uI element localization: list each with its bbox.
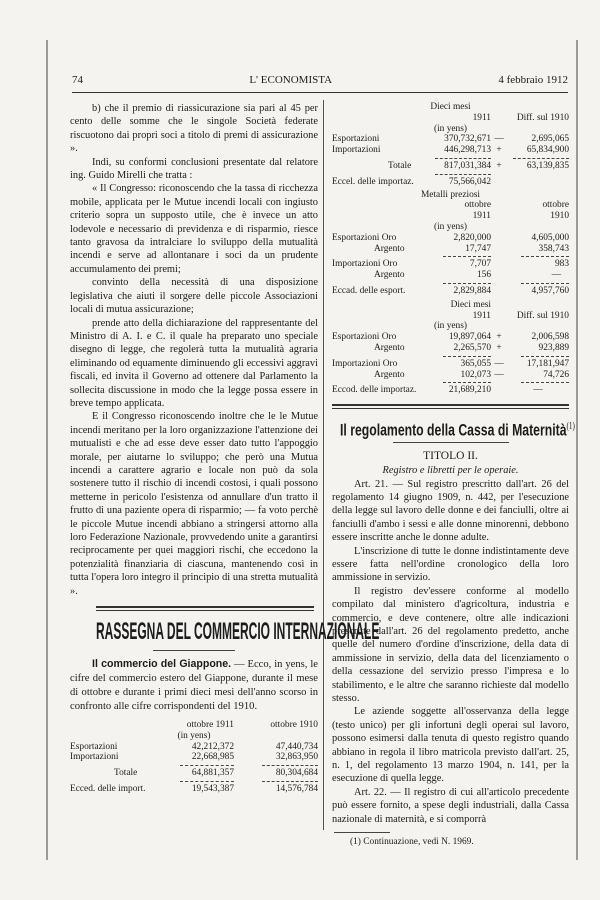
table-row: Eccel. delle importaz. 75,566,042 (332, 176, 491, 187)
column-divider (323, 100, 324, 830)
footnote: (1) Continuazione, vedi N. 1969. (350, 837, 474, 848)
table-title: Metalli preziosi (420, 189, 481, 200)
paragraph: L'inscrizione di tutte le donne indistintamente deve essere fatta nell'ordine cronologico della loro ammissione in servizio. (332, 545, 569, 584)
col-header: 1911 (472, 310, 491, 321)
paragraph: Art. 21. — Sul registro prescritto dall'art. 26 del regolamento 14 giugno 1909, n. 442, per l'esecuzione della legge sul lavoro delle donne e dei fanciulli, oltre ai fanciulli d'ambo i sessi e alle donne minorenni, debbono essere inscritte anche le donne adulte. (332, 478, 569, 544)
paragraph: « Il Congresso: riconoscendo che la tassa di ricchezza mobile, applicata per le Mutue incendi locali con ingiusto criterio sopra un supposto utile, che è invece un atto lodevole e necessario di previdenza e di risparmio, riesce tanto gravosa da intralciare lo sviluppo della mutualità incendi e serve ad allontanare i soci da un prudente accumulamento dei premi; (70, 183, 318, 275)
ten-months-table (332, 102, 569, 188)
paragraph: b) che il premio di riassicurazione sia pari al 45 per cento delle somme che le singole Società federate riscuotono dai propri soci a titolo di premi di assicurazione ». (70, 103, 318, 155)
right-column-text (332, 449, 569, 826)
table-row: Importazioni 446,298,713 + 65,834,900 (332, 145, 569, 156)
section-note: (1) (566, 421, 575, 433)
precious-metals-table (332, 190, 569, 297)
table-row: Totale 817,031,384 + 63,139,835 (388, 160, 569, 171)
col-header: 1911 (472, 112, 491, 123)
table-row: Totale 64,881,357 80,304,684 (114, 768, 318, 779)
section-title-text: RASSEGNA DEL COMMERCIO INTERNAZIONALE (96, 618, 380, 646)
paragraph: Indi, su conformi conclusioni presentate dal relatore ing. Guido Mirelli che tratta : (70, 156, 318, 182)
section-title-maternita (332, 415, 575, 440)
table-title: Dieci mesi (430, 102, 471, 112)
section-title-text: Il regolamento della Cassa di Maternità (340, 420, 567, 440)
japan-october-table (70, 720, 318, 795)
table-row: Importazioni Oro 7,707 983 (332, 259, 569, 270)
article-text: — Ecco, in yens, le cifre del commercio estero del Giappone, durante il mese di ottobre e durante i primi dieci mesi dell'anno scorso in confronto alle cifre corrispondenti del 1910. (70, 659, 318, 713)
issue-date: 4 febbraio 1912 (498, 74, 568, 86)
col-header: ottobre (542, 200, 569, 211)
page-header (72, 74, 568, 93)
table-row: Argento 102,073 — 74,726 (374, 369, 569, 380)
col-header: Diff. sul 1910 (516, 310, 569, 321)
paragraph: Art. 22. — Il registro di cui all'articolo precedente può essere fornito, a spese degli industriali, dalla Cassa nazionale di maternità, e si comporrà (332, 786, 569, 825)
title-underline (153, 650, 235, 651)
unit-label: (in yens) (433, 123, 468, 134)
col-header: ottobre (464, 200, 491, 211)
paragraph: E il Congresso riconoscendo inoltre che le le Mutue incendi meritano per la loro organizzazione l'attenzione dei mutualisti e che ad esse deve esser dato tutto l'appoggio morale, per aiutarne lo sviluppo; che però una Mutua incendi a carattere agrario e locale non può da sola sostenere tutto il rischio di incendi costosi, i quali possono metterne in pericolo l'esistenza od annullare d'un tratto il frutto di una paziente opera di risparmio; — fa voto perchè le piccole Mutue incendi abbiano a stringersi attorno alla loro Federazione Nazionale, provvedendo unite a garantirsi reciprocamente per quei maggiori rischi, che eccedono la potenzialità finanziaria di ciascuna, mantenendo così in tutta l'opera loro integro il principio di una stretta mutualità ». (70, 411, 318, 597)
col-header: Diff. sul 1910 (516, 112, 569, 123)
section-rule (332, 404, 569, 409)
unit-label: (in yens) (177, 730, 211, 741)
table-row: Argento 17,747 358,743 (374, 243, 569, 254)
table-row: Esportazioni Oro 2,820,000 4,605,000 (332, 232, 569, 243)
table-row: Eccod. delle importaz. 21,689,210 — (332, 385, 543, 396)
journal-title: L' ECONOMISTA (249, 74, 333, 86)
metals-ten-months-table (332, 300, 569, 396)
col-header: 1910 (550, 211, 569, 222)
col-header: 1911 (472, 211, 491, 222)
titolo-subtitle: Registro e libretti per le operaie. (382, 465, 519, 477)
left-column (70, 102, 380, 795)
table-row: Eccad. delle esport. 2,829,884 4,957,760 (332, 285, 569, 296)
col-header: ottobre 1910 (270, 720, 318, 731)
paragraph: Le aziende soggette all'osservanza della legge (testo unico) per gli infortuni degli operai sul lavoro, possono esimersi dalla tenuta di questo registro quando abbiano in regola il libro matricola previsto dall'art. 25, n. 1, del regolamento 13 marzo 1904, n. 141, per la esecuzione di quella legge. (332, 706, 569, 785)
section-rule (96, 606, 314, 611)
unit-label: (in yens) (433, 321, 468, 332)
paragraph: convinto della necessità di una disposizione legislativa che aiuti il sorgere delle piccole Associazioni locali di mutua assicurazione; (70, 277, 318, 316)
paragraph: prende atto della dichiarazione del rappresentante del Ministro di A. I. e C. il quale ha preparato uno speciale disegno di legge, che regolerà tutta la mutualità agraria eliminando od equamente diminuendo gli eccessivi aggravi fiscali, ed invita il Governo ad ottenere dal Parlamento la sollecita discussione in modo che la legge possa essere in breve tempo applicata. (70, 317, 318, 409)
section-title-commercio (70, 617, 380, 647)
right-column (332, 102, 575, 848)
footnote-rule (334, 832, 390, 833)
table-row: Esportazioni 42,212,372 47,440,734 (70, 741, 318, 752)
col-header: ottobre 1911 (186, 720, 234, 731)
article-intro (70, 657, 318, 714)
left-column-text (70, 102, 318, 598)
table-row: Ecced. delle import. 19,543,387 14,576,784 (70, 784, 318, 795)
page-number: 74 (72, 74, 83, 86)
table-row: Esportazioni Oro 19,897,064 + 2,006,598 (332, 332, 569, 343)
table-row: Esportazioni 370,732,671 — 2,695,065 (332, 134, 569, 145)
article-lead: Il commercio del Giappone. (92, 658, 232, 671)
paragraph: Il registro dev'essere conforme al modello compilato dal ministero d'agricoltura, industria e commercio, e deve contenere, oltre alle indicazioni prescritte dall'art. 26 del regolamento predetto, anche quelle del numero d'ordine d'inscrizione, della data di ammissione in servizio, della data del licenziamento o della cessazione del servizio presso l'impresa e lo stabilimento, e le altre che saranno richieste dal modello stesso. (332, 585, 569, 705)
titolo-heading: TITOLO II. (423, 450, 478, 463)
table-row: Importazioni Oro 365,055 — 17,181,947 (332, 358, 569, 369)
unit-label: (in yens) (433, 221, 468, 232)
table-title: Dieci mesi (450, 299, 491, 310)
table-row: Importazioni 22,668,985 32,863,950 (70, 752, 318, 763)
table-row: Argento 156 — (374, 270, 561, 281)
table-row: Argento 2,265,570 + 923,889 (374, 342, 569, 353)
